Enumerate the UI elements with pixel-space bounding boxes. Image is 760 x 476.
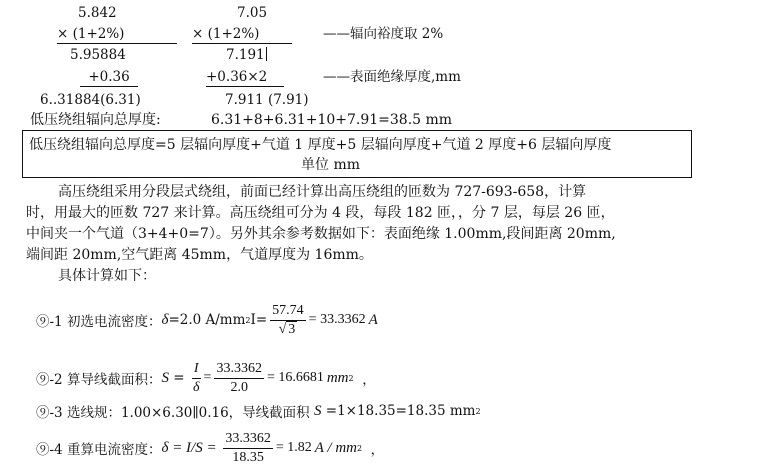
para-line: 具体计算如下： — [58, 268, 156, 284]
step-3-S: S — [313, 402, 322, 419]
note-insulation: ——表面绝缘厚度,mm — [323, 69, 461, 85]
step-2-result: = 16.6681 — [266, 370, 324, 385]
formula-line2: 单位 mm — [301, 157, 361, 173]
calc-b4: +0.36×2 — [206, 69, 284, 87]
para-line: 高压绕组采用分段层式绕组，前面已经计算出高压绕组的匝数为 727-693-658，计算 — [58, 184, 587, 200]
step-2-eq: = — [168, 370, 189, 386]
step-1 — [36, 300, 378, 340]
step-1-result: = 33.3362 — [308, 312, 366, 327]
step-1-unit: A — [368, 311, 378, 328]
step-1-sup: 2 — [245, 315, 251, 325]
step-2-frac-symbols — [192, 361, 201, 396]
step-1-density: =2.0 A/mm — [168, 312, 246, 328]
step-4 — [36, 426, 384, 470]
para-line: 端间距 20mm,空气距离 45mm，气道厚度为 16mm。 — [26, 247, 373, 263]
step-1-i: I= — [250, 312, 268, 328]
note-radial-margin: ——辐向裕度取 2% — [323, 26, 444, 42]
step-3-sup: 2 — [475, 406, 481, 416]
calc-b1: 7.05 — [237, 5, 268, 21]
calc-a5: 6..31884(6.31) — [40, 92, 141, 108]
step-2-sup: 2 — [348, 373, 354, 383]
step-4-tail: ， — [362, 442, 385, 458]
step-4-result: = 1.82 — [275, 440, 312, 455]
step-2-delta: δ — [192, 379, 200, 395]
lv-total-value: 6.31+8+6.31+10+7.91=38.5 mm — [211, 112, 453, 128]
delta-symbol: δ — [161, 311, 169, 328]
calc-a2: × (1+2%) — [57, 26, 177, 44]
calc-b5: 7.911 (7.91) — [225, 92, 309, 108]
text-cursor — [266, 47, 267, 61]
step-1-label: ⑨-1 初选电流密度： — [36, 314, 162, 330]
step-2-S: S — [161, 369, 169, 386]
calc-b3: 7.191 — [226, 47, 265, 63]
step-2-I: I — [192, 361, 201, 379]
step-4-eq: = I/S = — [168, 439, 221, 456]
step-4-label: ⑨-4 重算电流密度： — [36, 442, 162, 458]
hv-paragraph — [26, 182, 730, 287]
step-4-sup: 2 — [357, 443, 363, 453]
step-2-tail: ， — [353, 372, 376, 388]
calc-a1: 5.842 — [78, 5, 117, 21]
step-2-fraction — [214, 361, 264, 396]
calc-a3: 5.95884 — [70, 47, 126, 63]
para-line: 时，用最大的匝数 727 来计算。高压绕组可分为 4 段，每段 182 匝，，分 7 层，每层 26 匝， — [26, 205, 615, 221]
para-line: 中间夹一个气道（3+4+0=7）。另外其余参考数据如下：表面绝缘 1.00mm,段间距离 20mm, — [26, 226, 616, 242]
step-3-value: =1×18.35=18.35 mm — [321, 403, 476, 419]
step-3-label: ⑨-3 选线规：1.00×6.30∥0.16，导线截面积 — [36, 405, 314, 421]
formula-line1: 低压绕组辐向总厚度=5 层辐向厚度+气道 1 厚度+5 层辐向厚度+气道 2 厚度+6 层辐向厚度 — [29, 137, 612, 153]
step-2-numerator: 33.3362 — [214, 361, 264, 379]
step-4-unit: A / mm — [314, 439, 357, 456]
step-2: ⑨-2 算导线截面积： S = $\frac{I}{\delta}$ = $\frac{33.3362}{2.0}$ = 16.6681 mm 2 ， — [36, 360, 376, 395]
lv-total-label: 低压绕组辐向总厚度: — [30, 112, 161, 128]
step-1-numerator: 57.74 — [270, 303, 306, 321]
calc-b3-wrap — [226, 47, 267, 63]
calc-a4: +0.36 — [80, 69, 138, 87]
step-4-fraction — [223, 431, 273, 466]
step-4-numerator: 33.3362 — [223, 431, 273, 449]
step-2-label: ⑨-2 算导线截面积： — [36, 372, 162, 388]
step-4-delta: δ — [161, 439, 169, 456]
step-3 — [36, 401, 481, 421]
formula-box — [22, 130, 692, 178]
step-1-fraction — [270, 303, 306, 338]
step-1-denominator: √ 3 — [278, 321, 296, 337]
step-2-unit: mm — [326, 369, 349, 386]
step-4-denominator: 18.35 — [232, 449, 264, 465]
calc-b2: × (1+2%) — [192, 26, 292, 44]
step-2-denominator: 2.0 — [230, 379, 248, 395]
